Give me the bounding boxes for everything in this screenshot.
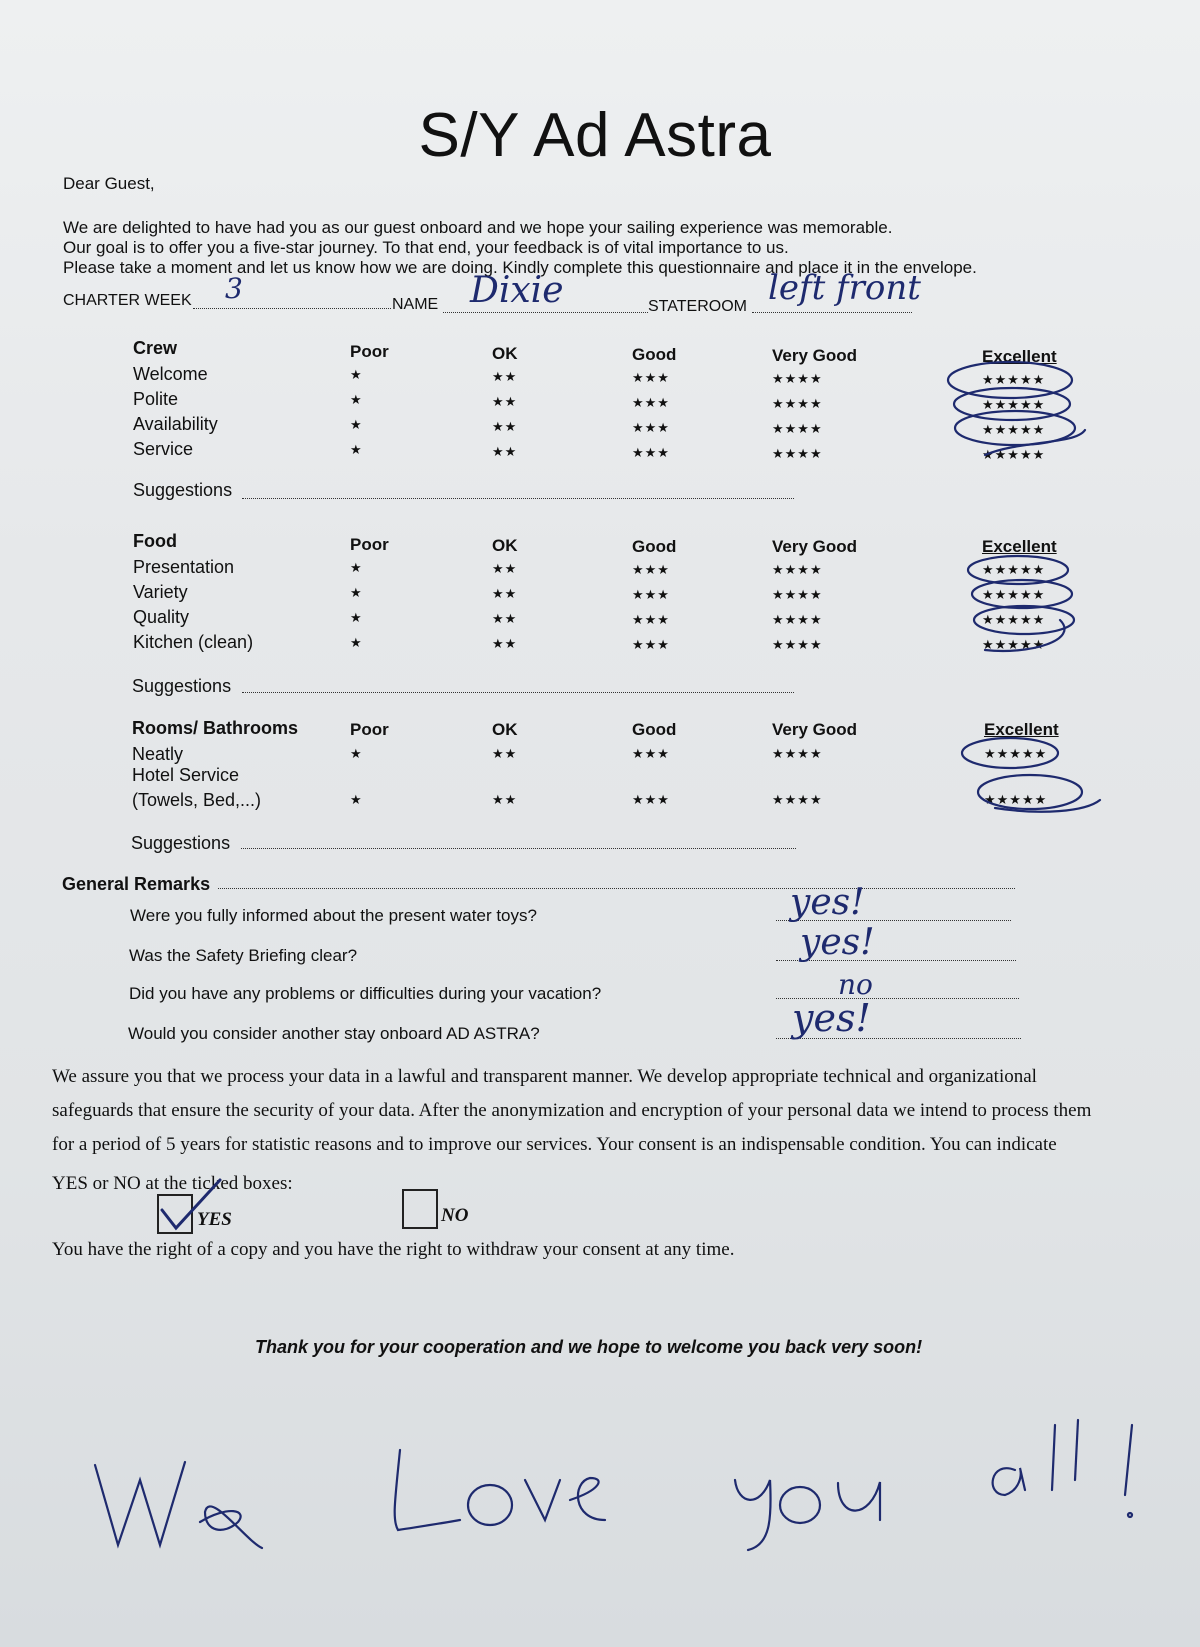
rating-header-poor: Poor bbox=[350, 720, 389, 739]
star-option[interactable]: ★ bbox=[350, 746, 363, 761]
star-option[interactable]: ★★ bbox=[492, 611, 518, 626]
answer-problems[interactable]: no bbox=[838, 968, 873, 1001]
food-suggestions-label: Suggestions bbox=[132, 676, 232, 696]
rating-header-excellent: Excellent bbox=[982, 537, 1057, 556]
star-option[interactable]: ★★★★ bbox=[772, 371, 823, 386]
star-option[interactable]: ★ bbox=[350, 442, 363, 457]
note-we bbox=[95, 1462, 185, 1545]
food-item-presentation: Presentation bbox=[133, 557, 235, 577]
section-title-rooms: Rooms/ Bathrooms bbox=[132, 718, 299, 738]
star-option[interactable]: ★★★ bbox=[632, 612, 670, 627]
food-item-kitchen: Kitchen (clean) bbox=[133, 632, 254, 652]
crew-item-service: Service bbox=[133, 439, 194, 459]
rooms-suggestions-line[interactable] bbox=[241, 848, 796, 849]
charter-week-line bbox=[193, 308, 391, 309]
star-option[interactable]: ★ bbox=[350, 635, 363, 650]
note-all bbox=[1125, 1425, 1132, 1495]
charter-week-value[interactable]: 3 bbox=[225, 272, 243, 305]
food-item-quality: Quality bbox=[133, 607, 190, 627]
rating-header-good: Good bbox=[632, 720, 677, 739]
note-we bbox=[200, 1506, 262, 1548]
crew-item-availability: Availability bbox=[133, 414, 218, 434]
star-option[interactable]: ★★ bbox=[492, 561, 518, 576]
rating-header-very-good: Very Good bbox=[772, 346, 858, 365]
star-option[interactable]: ★★★★ bbox=[772, 612, 823, 627]
star-option-selected[interactable]: ★★★★★ bbox=[982, 562, 1046, 577]
consent-no-checkbox[interactable] bbox=[402, 1189, 438, 1229]
star-option[interactable]: ★ bbox=[350, 610, 363, 625]
star-option[interactable]: ★★★ bbox=[632, 746, 670, 761]
star-option[interactable]: ★★★★ bbox=[772, 421, 823, 436]
star-option[interactable]: ★ bbox=[350, 367, 363, 382]
star-option[interactable]: ★★★ bbox=[632, 587, 670, 602]
rating-header-poor: Poor bbox=[350, 535, 389, 554]
star-option[interactable]: ★★★ bbox=[632, 420, 670, 435]
note-all bbox=[1075, 1420, 1078, 1480]
stateroom-value[interactable]: left front bbox=[768, 268, 921, 308]
star-option[interactable]: ★★ bbox=[492, 746, 518, 761]
star-option[interactable]: ★★ bbox=[492, 792, 518, 807]
stateroom-label: STATEROOM bbox=[648, 298, 747, 315]
rooms-item-neatly: Neatly bbox=[132, 744, 184, 764]
charter-week-label: CHARTER WEEK bbox=[63, 292, 192, 309]
intro-line-3: Please take a moment and let us know how we are doing. Kindly complete this questionnaire and place it in the envelope. bbox=[63, 258, 977, 277]
privacy-line-2: safeguards that ensure the security of your data. After the anonymization and encryption of your personal data we intend to process them bbox=[52, 1100, 1092, 1121]
crew-suggestions-label: Suggestions bbox=[133, 480, 233, 500]
general-remarks-line[interactable] bbox=[218, 888, 1015, 889]
rating-header-very-good: Very Good bbox=[772, 537, 858, 556]
answer-water-toys[interactable]: yes! bbox=[790, 882, 865, 923]
rating-header-excellent: Excellent bbox=[982, 347, 1057, 366]
star-option[interactable]: ★★★★ bbox=[772, 587, 823, 602]
thank-you-note: Thank you for your cooperation and we hope to welcome you back very soon! bbox=[255, 1337, 923, 1357]
rating-header-good: Good bbox=[632, 345, 677, 364]
note-you bbox=[838, 1482, 880, 1520]
name-value[interactable]: Dixie bbox=[470, 270, 564, 311]
note-all bbox=[1052, 1425, 1055, 1490]
crew-item-polite: Polite bbox=[133, 389, 179, 409]
greeting: Dear Guest, bbox=[63, 174, 155, 193]
page-title: S/Y Ad Astra bbox=[418, 101, 772, 170]
star-option[interactable]: ★★★ bbox=[632, 395, 670, 410]
privacy-line-3: for a period of 5 years for statistic reasons and to improve our services. Your consent is an indispensable condition. You can indicate bbox=[52, 1134, 1057, 1155]
rooms-suggestions-label: Suggestions bbox=[131, 833, 231, 853]
star-option[interactable]: ★★★★ bbox=[772, 446, 823, 461]
rating-header-ok: OK bbox=[492, 536, 518, 555]
crew-item-welcome: Welcome bbox=[133, 364, 208, 384]
star-option[interactable]: ★★★★ bbox=[772, 746, 823, 761]
consent-no-label: NO bbox=[441, 1205, 469, 1226]
star-option-selected[interactable]: ★★★★★ bbox=[982, 612, 1046, 627]
name-label: NAME bbox=[392, 296, 439, 313]
note-love bbox=[468, 1485, 512, 1525]
privacy-line-1: We assure you that we process your data in a lawful and transparent manner. We develop appropriate technical and organizational bbox=[52, 1066, 1037, 1087]
rating-header-excellent: Excellent bbox=[984, 720, 1059, 739]
star-option-selected[interactable]: ★★★★★ bbox=[982, 447, 1046, 462]
star-option[interactable]: ★ bbox=[350, 585, 363, 600]
star-option[interactable]: ★ bbox=[350, 792, 363, 807]
star-option[interactable]: ★★ bbox=[492, 369, 518, 384]
intro-line-2: Our goal is to offer you a five-star journey. To that end, your feedback is of vital importance to us. bbox=[63, 238, 789, 257]
rating-header-ok: OK bbox=[492, 720, 518, 739]
question-another-stay: Would you consider another stay onboard AD ASTRA? bbox=[128, 1024, 540, 1043]
star-option[interactable]: ★★ bbox=[492, 444, 518, 459]
food-suggestions-line[interactable] bbox=[242, 692, 794, 693]
section-title-food: Food bbox=[133, 531, 177, 551]
star-option[interactable]: ★★★★ bbox=[772, 562, 823, 577]
note-love bbox=[570, 1478, 605, 1520]
star-option[interactable]: ★★ bbox=[492, 586, 518, 601]
star-option[interactable]: ★★★ bbox=[632, 792, 670, 807]
star-option[interactable]: ★ bbox=[350, 417, 363, 432]
general-remarks-label: General Remarks bbox=[62, 874, 211, 894]
star-option[interactable]: ★ bbox=[350, 560, 363, 575]
crew-suggestions-line[interactable] bbox=[242, 498, 794, 499]
star-option[interactable]: ★★★ bbox=[632, 445, 670, 460]
section-title-crew: Crew bbox=[133, 338, 178, 358]
star-option[interactable]: ★★★★ bbox=[772, 396, 823, 411]
star-option[interactable]: ★★★★ bbox=[772, 792, 823, 807]
star-option-selected[interactable]: ★★★★★ bbox=[982, 637, 1046, 652]
question-safety-briefing: Was the Safety Briefing clear? bbox=[129, 946, 358, 965]
food-item-variety: Variety bbox=[133, 582, 188, 602]
privacy-rights: You have the right of a copy and you have the right to withdraw your consent at any time. bbox=[52, 1239, 735, 1260]
question-problems: Did you have any problems or difficulties during your vacation? bbox=[129, 984, 602, 1003]
star-option[interactable]: ★ bbox=[350, 392, 363, 407]
answer-safety-briefing[interactable]: yes! bbox=[800, 922, 875, 963]
star-option[interactable]: ★★★ bbox=[632, 637, 670, 652]
note-all bbox=[1128, 1513, 1132, 1517]
note-you bbox=[735, 1480, 771, 1550]
star-option[interactable]: ★★ bbox=[492, 419, 518, 434]
rating-header-very-good: Very Good bbox=[772, 720, 858, 739]
note-love bbox=[525, 1480, 560, 1520]
star-option-selected[interactable]: ★★★★★ bbox=[984, 746, 1048, 761]
stateroom-line bbox=[752, 312, 912, 313]
rooms-item-towels-bed: (Towels, Bed,...) bbox=[132, 790, 262, 810]
answer-another-stay[interactable]: yes! bbox=[792, 996, 871, 1040]
consent-yes-label: YES bbox=[197, 1209, 232, 1230]
note-you bbox=[780, 1487, 820, 1523]
star-option[interactable]: ★★ bbox=[492, 636, 518, 651]
star-option-selected[interactable]: ★★★★★ bbox=[982, 422, 1046, 437]
star-option[interactable]: ★★ bbox=[492, 394, 518, 409]
note-all bbox=[993, 1468, 1025, 1495]
rating-header-poor: Poor bbox=[350, 342, 389, 361]
star-option[interactable]: ★★★★ bbox=[772, 637, 823, 652]
question-water-toys: Were you fully informed about the present water toys? bbox=[130, 906, 537, 925]
name-line bbox=[443, 312, 648, 313]
consent-yes-checkbox[interactable] bbox=[157, 1194, 193, 1234]
rating-header-ok: OK bbox=[492, 344, 518, 363]
intro-line-1: We are delighted to have had you as our guest onboard and we hope your sailing experience was memorable. bbox=[63, 218, 893, 237]
star-option[interactable]: ★★★ bbox=[632, 562, 670, 577]
privacy-line-4: YES or NO at the ticked boxes: bbox=[52, 1173, 293, 1194]
star-option-selected[interactable]: ★★★★★ bbox=[982, 587, 1046, 602]
star-option-selected[interactable]: ★★★★★ bbox=[982, 372, 1046, 387]
star-option-selected[interactable]: ★★★★★ bbox=[982, 397, 1046, 412]
star-option[interactable]: ★★★ bbox=[632, 370, 670, 385]
rating-header-good: Good bbox=[632, 537, 677, 556]
star-option-selected[interactable]: ★★★★★ bbox=[984, 792, 1048, 807]
note-love bbox=[395, 1450, 460, 1530]
rooms-item-hotel-service: Hotel Service bbox=[132, 765, 240, 785]
